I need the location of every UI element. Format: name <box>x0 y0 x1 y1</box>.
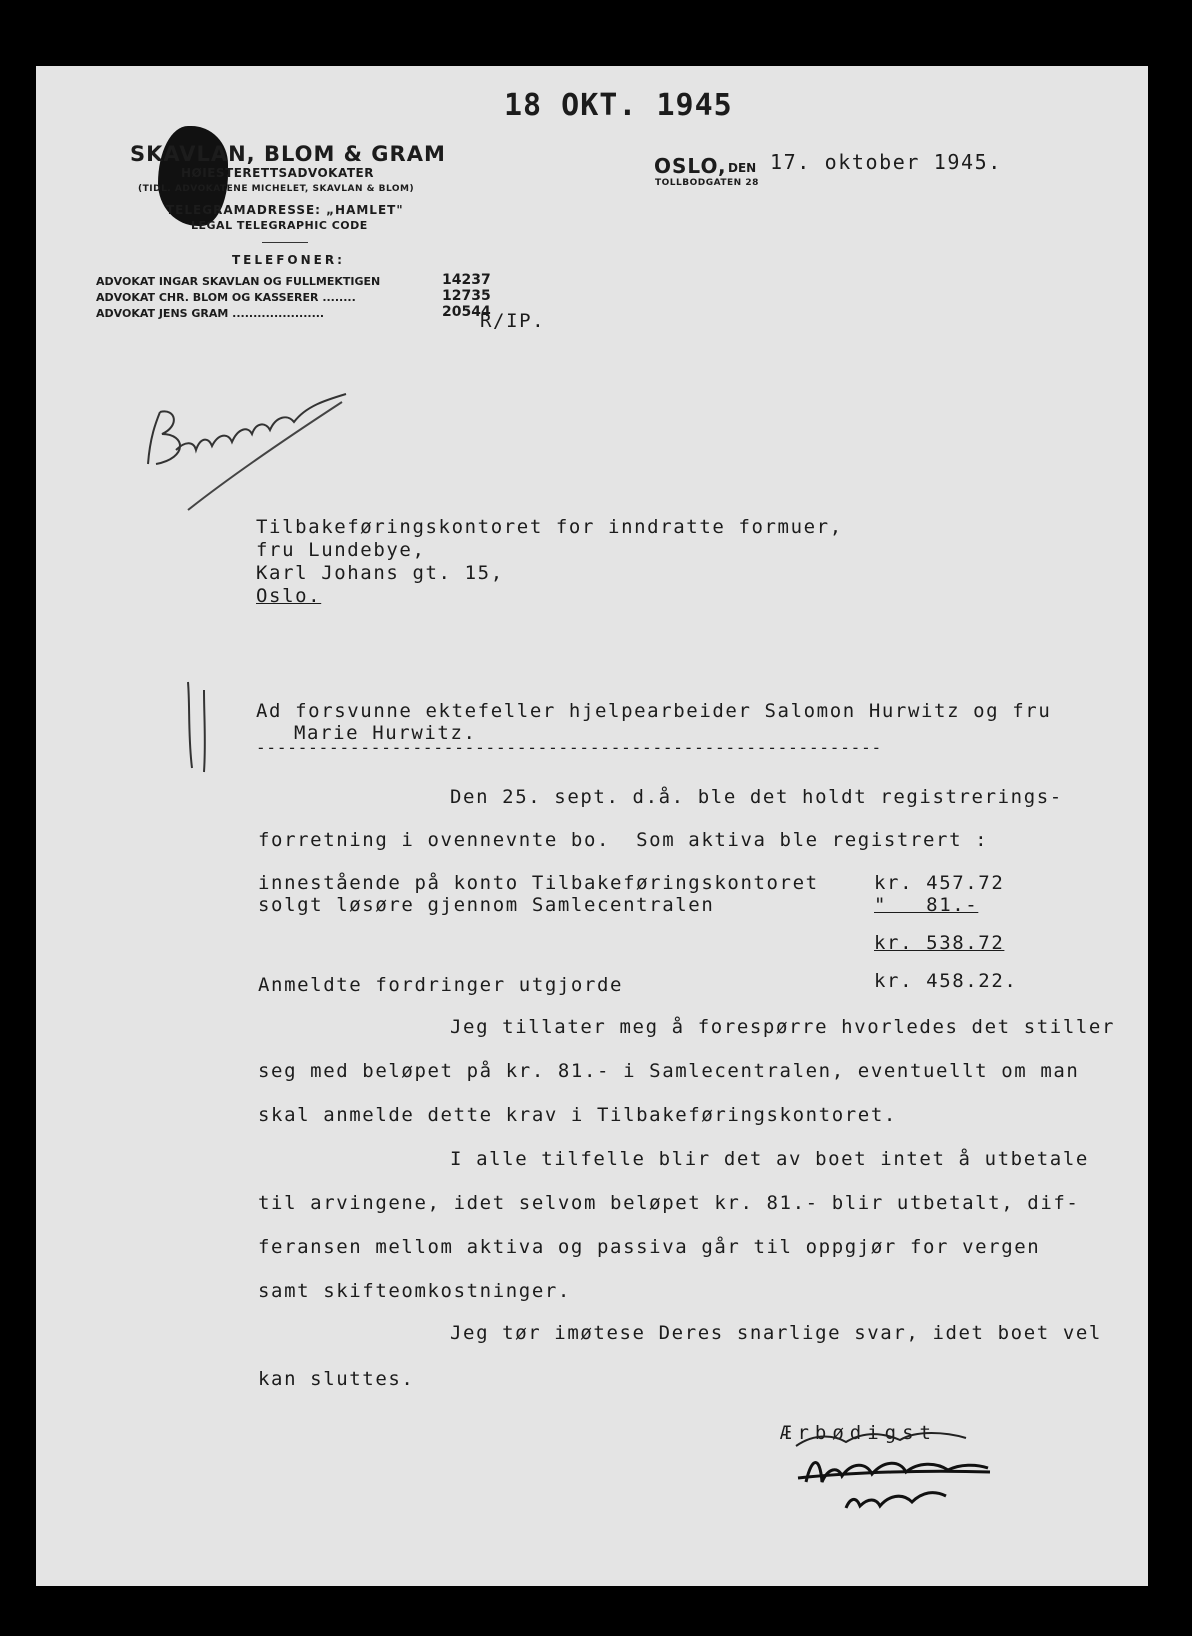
handwritten-signature <box>776 1412 1016 1522</box>
claims-label: Anmeldte fordringer utgjorde <box>258 974 624 996</box>
recipient-city: Oslo. <box>256 585 322 607</box>
subject-underline: ------------------------------------------------------------ <box>256 738 882 757</box>
paragraph-line: Den 25. sept. d.å. ble det holdt registrerings- <box>450 786 1063 808</box>
recipient-line: Tilbakeføringskontoret for inndratte formuer, <box>256 516 843 538</box>
paragraph-line: samt skifteomkostninger. <box>258 1280 571 1302</box>
phone-number: 20544 <box>442 304 491 320</box>
street-address: TOLLBODGATEN 28 <box>655 178 759 188</box>
paragraph-line: I alle tilfelle blir det av boet intet å utbetale <box>450 1148 1089 1170</box>
paragraph-line: forretning i ovennevnte bo. Som aktiva ble registrert : <box>258 829 989 851</box>
margin-pen-marks <box>178 676 218 776</box>
city: OSLO, <box>654 154 727 178</box>
received-date-stamp: 18 OKT. 1945 <box>504 88 733 123</box>
paragraph-line: Jeg tør imøtese Deres snarlige svar, idet boet vel <box>450 1322 1102 1344</box>
letter-date: 17. oktober 1945. <box>770 150 1002 174</box>
paragraph-line: seg med beløpet på kr. 81.- i Samlecentralen, eventuellt om man <box>258 1060 1080 1082</box>
handwritten-notation <box>136 342 376 522</box>
paragraph-line: skal anmelde dette krav i Tilbakeføringskontoret. <box>258 1104 897 1126</box>
paragraph-line: til arvingene, idet selvom beløpet kr. 81.- blir utbetalt, dif- <box>258 1192 1080 1214</box>
firm-former-names: (TIDL. ADVOKATENE MICHELET, SKAVLAN & BLOM) <box>138 184 415 194</box>
total-amount: kr. 538.72 <box>874 932 1005 954</box>
closing-greeting: Ærbødigst <box>780 1422 937 1444</box>
paragraph-line: Jeg tillater meg å forespørre hvorledes det stiller <box>450 1016 1115 1038</box>
phone-name: ADVOKAT INGAR SKAVLAN OG FULLMEKTIGEN <box>96 275 381 288</box>
telegraphic-code: LEGAL TELEGRAPHIC CODE <box>191 219 368 232</box>
recipient-line: fru Lundebye, <box>256 539 426 561</box>
firm-subtitle: HØIESTERETTSADVOKATER <box>181 166 374 180</box>
asset-label: solgt løsøre gjennom Samlecentralen <box>258 894 715 916</box>
subject-line: Marie Hurwitz. <box>294 722 477 744</box>
phone-name: ADVOKAT CHR. BLOM OG KASSERER ........ <box>96 291 356 304</box>
phone-number: 14237 <box>442 272 491 288</box>
phones-title: TELEFONER: <box>232 253 345 267</box>
phone-name: ADVOKAT JENS GRAM ...................... <box>96 307 325 320</box>
reference: R/IP. <box>480 310 546 332</box>
subject-line: Ad forsvunne ektefeller hjelpearbeider Salomon Hurwitz og fru <box>256 700 1052 722</box>
paragraph-line: kan sluttes. <box>258 1368 415 1390</box>
letter-page <box>36 66 1148 1586</box>
asset-amount: kr. 457.72 <box>874 872 1005 894</box>
asset-amount: " 81.- <box>874 894 979 916</box>
letterhead-rule <box>262 242 308 243</box>
den-label: DEN <box>728 161 757 175</box>
recipient-line: Karl Johans gt. 15, <box>256 562 504 584</box>
telegram-address: TELEGRAMADRESSE: „HAMLET" <box>166 203 404 217</box>
paragraph-line: feransen mellom aktiva og passiva går til oppgjør for vergen <box>258 1236 1041 1258</box>
asset-label: innestående på konto Tilbakeføringskontoret <box>258 872 819 894</box>
phone-number: 12735 <box>442 288 491 304</box>
claims-amount: kr. 458.22. <box>874 970 1018 992</box>
firm-name: SKAVLAN, BLOM & GRAM <box>130 142 446 166</box>
